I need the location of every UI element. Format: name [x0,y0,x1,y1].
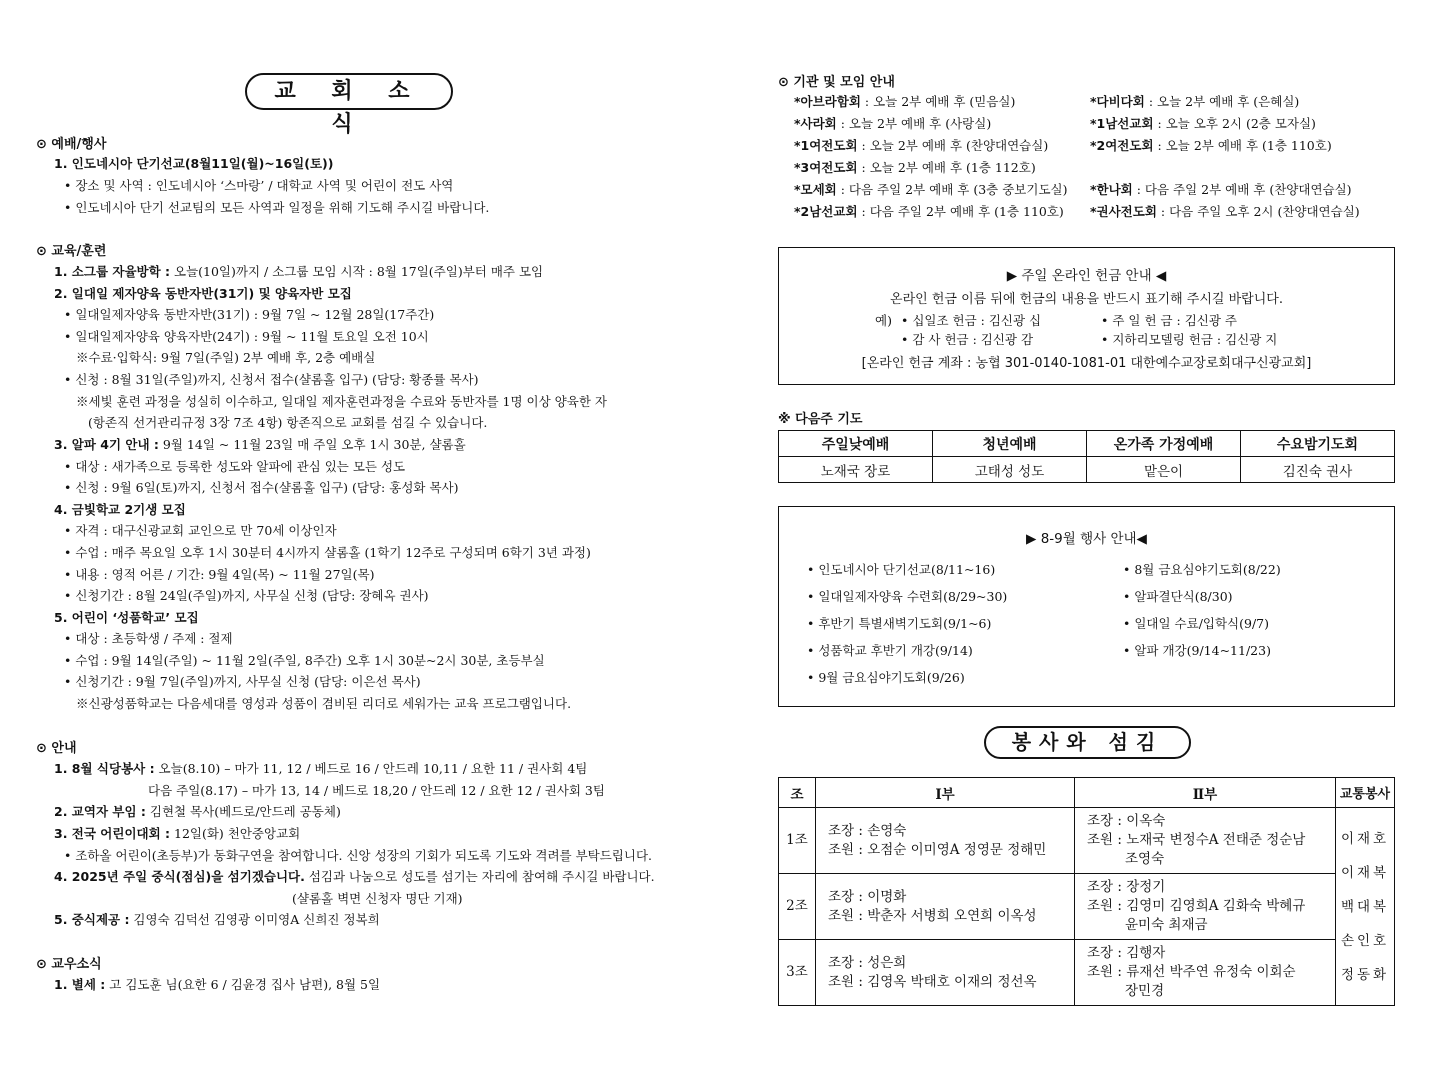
online-offering-box [778,247,1395,385]
worship-heading: ⊙ 예배/행사 [36,137,107,152]
group-item: *2여전도회 : 오늘 2부 예배 후 (1층 110호) [1090,138,1332,153]
team-part1 [816,940,1075,1006]
worship-line: • 인도네시아 단기 선교팀의 모든 사역과 일정을 위해 기도해 주시길 바랍니다. [64,200,490,215]
event-item: • 인도네시아 단기선교(8/11~16) [807,562,996,577]
members-cont: 장민경 [1125,983,1165,999]
event-item: • 후반기 특별새벽기도회(9/1~6) [807,616,992,631]
service-table [778,777,1395,1006]
group-item: *3여전도회 : 오늘 2부 예배 후 (1층 112호) [794,160,1036,175]
members: 조원 : 김영옥 박태호 이재의 정선옥 [828,973,1037,990]
offering-example: • 지하리모델링 헌금 : 김신광 지 [1101,332,1278,347]
circle-dot-icon: ⊙ [36,957,52,972]
circle-dot-icon: ⊙ [36,137,52,152]
circle-dot-icon: ⊙ [778,75,794,90]
members-item-1: 1. 별세 : 고 김도훈 님(요한 6 / 김윤경 집사 남편), 8월 5일 [54,977,381,992]
education-subitem: • 일대일제자양육 동반자반(31기) : 9월 7일 ~ 12월 28일(17주간) [64,307,435,322]
prayer-name: 김진숙 권사 [1241,457,1395,483]
event-item: • 알파 개강(9/14~11/23) [1123,643,1271,658]
circle-dot-icon: ⊙ [36,244,52,259]
prayer-header: 청년예배 [933,431,1087,457]
education-subitem: • 신청기간 : 9월 7일(주일)까지, 사무실 신청 (담당: 이은선 목사) [64,674,421,689]
notice-item-4: 4. 2025년 주일 중식(점심)을 섬기겠습니다. 섬김과 나눔으로 성도를 섬기는 자리에 참여해 주시길 바랍니다. [54,869,655,884]
group-item: *1남선교회 : 오늘 오후 2시 (2층 모자실) [1090,116,1316,131]
education-subitem: • 대상 : 새가족으로 등록한 성도와 알파에 관심 있는 모든 성도 [64,459,406,474]
offering-title: ▶ 주일 온라인 헌금 안내 ◀ [1006,268,1167,284]
groups-col-1 [794,92,1067,224]
education-subitem: (항존직 선거관리규정 3장 7조 4항) 항존직으로 교회를 섬길 수 있습니다. [88,415,488,430]
offering-account: [온라인 헌금 계좌 : 농협 301-0140-1081-01 대한예수교장로회대구신광교회] [861,356,1312,371]
groups-col-2 [1090,92,1360,224]
education-subitem: • 수업 : 9월 14일(주일) ~ 11월 2일(주일, 8주간) 오후 1시 30분~2시 30분, 초등부실 [64,653,545,668]
notice-item-1-cont: 다음 주일(8.17) – 마가 13, 14 / 베드로 18,20 / 안드레 12 / 요한 12 / 권사회 3팀 [148,783,605,798]
event-item: • 성품학교 후반기 개강(9/14) [807,643,973,658]
traffic-name: 백대복 [1340,898,1390,915]
team-label: 3조 [779,940,816,1006]
worship-line: 1. 인도네시아 단기선교(8월11일(월)~16일(토)) [54,156,334,171]
team-part2 [1075,874,1336,940]
service-title: 봉사와 섬김 [984,726,1191,759]
event-item: • 9월 금요심야기도회(9/26) [807,670,965,685]
members-cont: 윤미숙 최재금 [1125,917,1208,933]
circle-dot-icon: ⊙ [36,741,52,756]
team-label: 2조 [779,874,816,940]
offering-desc: 온라인 헌금 이름 뒤에 헌금의 내용을 반드시 표기해 주시길 바랍니다. [890,292,1283,307]
group-item: *1여전도회 : 오늘 2부 예배 후 (찬양대연습실) [794,138,1049,153]
education-subitem: • 일대일제자양육 양육자반(24기) : 9월 ~ 11월 토요일 오전 10시 [64,329,429,344]
team-label: 1조 [779,808,816,874]
education-subitem: • 신청 : 9월 6일(토)까지, 신청서 접수(샬롬홀 입구) (담당: 홍성화 목사) [64,480,459,495]
leader: 조장 : 손영숙 [828,822,907,839]
group-item: *한나회 : 다음 주일 2부 예배 후 (찬양대연습실) [1090,182,1352,197]
group-item: *권사전도회 : 다음 주일 오후 2시 (찬양대연습실) [1090,204,1360,219]
members-heading: ⊙ 교우소식 [36,957,102,972]
service-header: 조 [779,778,816,808]
education-item-5-title: 5. 어린이 ‘성품학교’ 모집 [54,610,199,625]
prayer-header: 온가족 가정예배 [1087,431,1241,457]
prayer-name: 노재국 장로 [779,457,933,483]
notice-item-4-cont: (샬롬홀 벽면 신청자 명단 기재) [292,891,463,906]
members: 조원 : 류재선 박주연 유정숙 이회순 [1087,964,1296,980]
leader: 조장 : 성은희 [828,954,907,971]
group-item: *사라회 : 오늘 2부 예배 후 (사랑실) [794,116,992,131]
prayer-name: 맡은이 [1087,457,1241,483]
leader: 조장 : 장정기 [1087,879,1166,895]
team-part2 [1075,940,1336,1006]
traffic-volunteers [1336,808,1395,1006]
event-item: • 알파결단식(8/30) [1123,589,1233,604]
education-subitem: • 내용 : 영적 어른 / 기간: 9월 4일(목) ~ 11월 27일(목) [64,567,375,582]
notice-item-2: 2. 교역자 부임 : 김현철 목사(베드로/안드레 공동체) [54,804,341,819]
leader: 조장 : 이명화 [828,888,907,905]
event-item: • 일대일제자양육 수련회(8/29~30) [807,589,1008,604]
offering-ex-label: 예) [875,313,892,328]
members: 조원 : 오점순 이미영A 정영문 정해민 [828,841,1047,858]
members: 조원 : 김영미 김영희A 김화숙 박혜규 [1087,898,1306,914]
prayer-header: 주일낮예배 [779,431,933,457]
education-subitem: • 자격 : 대구신광교회 교인으로 만 70세 이상인자 [64,523,337,538]
education-subitem: • 수업 : 매주 목요일 오후 1시 30분터 4시까지 샬롬홀 (1학기 12주로 구성되며 6학기 3년 과정) [64,545,591,560]
education-item-1: 1. 소그룹 자율방학 : 오늘(10일)까지 / 소그룹 모임 시작 : 8월 17일(주일)부터 매주 모임 [54,264,544,279]
notice-item-3: 3. 전국 어린이대회 : 12일(화) 천안중앙교회 [54,826,301,841]
team-part1 [816,808,1075,874]
notice-subitem: • 조하올 어린이(초등부)가 동화구연을 참여합니다. 신앙 성장의 기회가 되도록 기도와 격려를 부탁드립니다. [64,848,653,863]
education-subitem: ※수료·입학식: 9월 7일(주일) 2부 예배 후, 2층 예배실 [76,350,376,365]
traffic-name: 정동화 [1340,966,1390,983]
events-title: ▶ 8-9월 행사 안내◀ [1026,531,1147,547]
group-item: *아브라함회 : 오늘 2부 예배 후 (믿음실) [794,94,1016,109]
service-header: Ⅰ부 [816,778,1075,808]
education-subitem: • 신청기간 : 8월 24일(주일)까지, 사무실 신청 (담당: 장혜옥 권사) [64,588,429,603]
offering-example: • 주 일 헌 금 : 김신광 주 [1101,313,1237,328]
notice-item-1: 1. 8월 식당봉사 : 오늘(8.10) – 마가 11, 12 / 베드로 16 / 안드레 10,11 / 요한 11 / 권사회 4팀 [54,761,588,776]
group-item: *다비다회 : 오늘 2부 예배 후 (은혜실) [1090,94,1300,109]
event-item: • 8월 금요심야기도회(8/22) [1123,562,1281,577]
education-item-2-title: 2. 일대일 제자양육 동반자반(31기) 및 양육자반 모집 [54,286,352,301]
events-box [778,506,1395,707]
offering-example: • 십일조 헌금 : 김신광 십 [901,313,1042,328]
church-news-title: 교 회 소 식 [245,73,453,110]
education-item-4-title: 4. 금빛학교 2기생 모집 [54,502,186,517]
prayer-header: 수요밤기도회 [1241,431,1395,457]
leader: 조장 : 김행자 [1087,945,1166,961]
offering-example: • 감 사 헌금 : 김신광 감 [901,332,1034,347]
prayer-table [778,430,1395,483]
education-item-3: 3. 알파 4기 안내 : 9월 14일 ~ 11월 23일 매 주일 오후 1시 30분, 샬롬홀 [54,437,466,452]
traffic-name: 손인호 [1340,932,1390,949]
members-cont: 조영숙 [1125,851,1165,867]
service-header: Ⅱ부 [1075,778,1336,808]
notice-item-5: 5. 중식제공 : 김영숙 김덕선 김영광 이미영A 신희진 정복희 [54,912,380,927]
worship-line: • 장소 및 사역 : 인도네시아 ‘스마랑’ / 대학교 사역 및 어린이 전도 사역 [64,178,454,193]
members: 조원 : 박춘자 서병희 오연희 이옥성 [828,907,1037,924]
notice-heading: ⊙ 안내 [36,741,77,756]
education-subitem: • 신청 : 8월 31일(주일)까지, 신청서 접수(샬롬홀 입구) (담당: 황종률 목사) [64,372,479,387]
education-heading: ⊙ 교육/훈련 [36,244,107,259]
groups-heading: ⊙ 기관 및 모임 안내 [778,75,895,90]
education-subitem: ※신광성품학교는 다음세대를 영성과 성품이 겸비된 리더로 세워가는 교육 프로그램입니다. [76,696,572,711]
traffic-name: 이재복 [1340,864,1390,881]
team-part1 [816,874,1075,940]
team-part2 [1075,808,1336,874]
members: 조원 : 노재국 변정수A 전태준 정순남 [1087,832,1306,848]
leader: 조장 : 이옥숙 [1087,813,1166,829]
service-header: 교통봉사 [1336,778,1395,808]
group-item: *모세회 : 다음 주일 2부 예배 후 (3층 중보기도실) [794,182,1068,197]
event-item: • 일대일 수료/입학식(9/7) [1123,616,1270,631]
group-item: *2남선교회 : 다음 주일 2부 예배 후 (1층 110호) [794,204,1064,219]
prayer-name: 고태성 성도 [933,457,1087,483]
education-subitem: • 대상 : 초등학생 / 주제 : 절제 [64,631,233,646]
prayer-heading: ※ 다음주 기도 [778,412,863,427]
traffic-name: 이재호 [1340,830,1390,847]
education-subitem: ※세빛 훈련 과정을 성실히 이수하고, 일대일 제자훈련과정을 수료와 동반자를 1명 이상 양육한 자 [76,394,607,409]
